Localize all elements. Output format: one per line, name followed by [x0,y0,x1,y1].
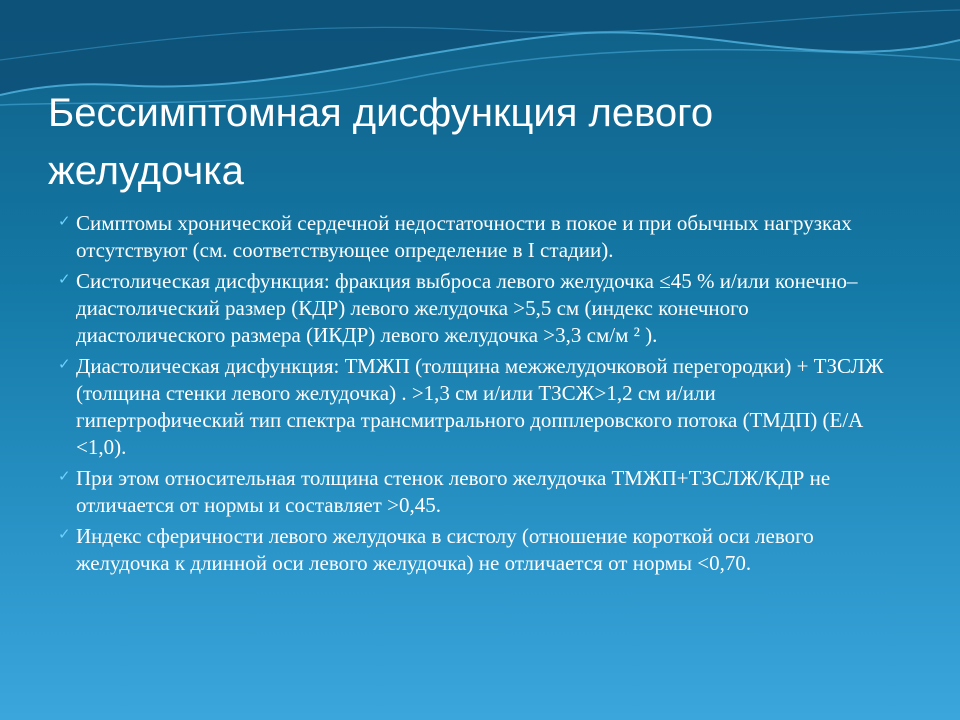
bullet-text: Систолическая дисфункция: фракция выброса левого желудочка ≤45 % и/или конечно–диастолический размер (КДР) левого желудочка >5,5 см (индекс конечного диастолического размера (ИКДР) левого желудочка >3,3 см/м ² ). [76,269,858,347]
list-item [58,465,888,519]
list-item [58,268,888,349]
check-icon: ✓ [58,355,71,373]
list-item [58,210,888,264]
bullet-list [58,210,888,581]
check-icon: ✓ [58,467,71,485]
bullet-text: Симптомы хронической сердечной недостаточности в покое и при обычных нагрузках отсутствуют (см. соответствующее определение в I стадии). [76,211,852,262]
list-item [58,523,888,577]
check-icon: ✓ [58,525,71,543]
bullet-text: Индекс сферичности левого желудочка в систолу (отношение короткой оси левого желудочка к длинной оси левого желудочка) не отличается от нормы <0,70. [76,524,814,575]
slide-title: Бессимптомная дисфункция левого желудочка [48,91,714,193]
bullet-text: При этом относительная толщина стенок левого желудочка ТМЖП+ТЗСЛЖ/КДР не отличается от нормы и составляет >0,45. [76,466,831,517]
bullet-text: Диастолическая дисфункция: ТМЖП (толщина межжелудочковой перегородки) + ТЗСЛЖ (толщина стенки левого желудочка) . >1,3 см и/или ТЗСЖ>1,2 см и/или гипертрофический тип спектра трансмитрального допплеровского потока (ТМДП) (Е/А <1,0). [76,354,884,459]
check-icon: ✓ [58,212,71,230]
check-icon: ✓ [58,270,71,288]
list-item [58,353,888,461]
